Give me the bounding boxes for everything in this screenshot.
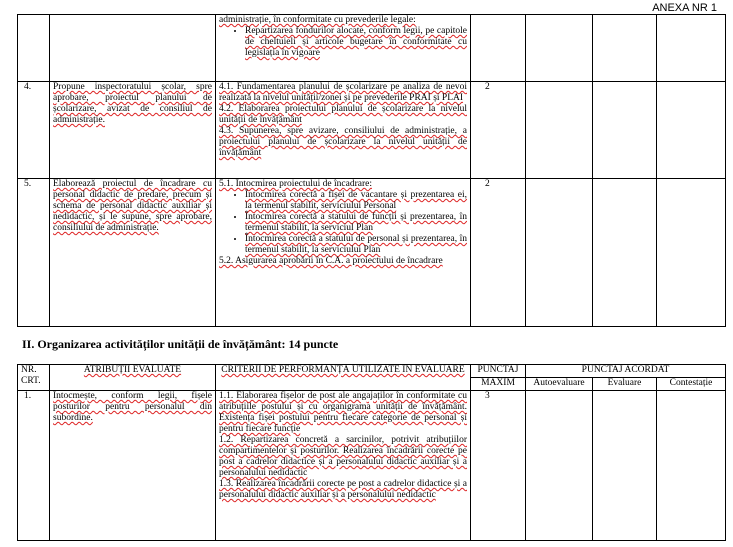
- row-max-score: 3: [471, 391, 526, 541]
- header-autoevaluare: Autoevaluare: [526, 378, 593, 391]
- criteria-line: 1.1. Elaborarea fișelor de post ale angajaților în conformitate cu atribuțiile postului și cu organigrama unității de învățământ. Existența fișei postului pentru fiecare categorie de personal și pentru fiecare funcție: [219, 391, 467, 434]
- row-contest: [657, 15, 726, 82]
- criteria-bullet: • Repartizarea fondurilor alocate, conform legii, pe capitole de cheltuieli și articole bugetare în conformitate cu legislația în vigoare: [245, 26, 467, 59]
- header-evaluare: Evaluare: [593, 378, 657, 391]
- row-criteria: [216, 82, 471, 179]
- row-contest: [657, 179, 726, 327]
- criteria-line: 1.3. Realizarea încadrării corecte pe post a cadrelor didactice și a personalului didactic auxiliar și a personalului nedidactic: [219, 479, 467, 500]
- header-attributes: ATRIBUȚII EVALUATE: [50, 365, 216, 391]
- row-number: 4.: [18, 82, 50, 179]
- row-criteria: [216, 391, 471, 541]
- header-punctaj-acordat: PUNCTAJ ACORDAT: [526, 365, 726, 378]
- row-eval: [593, 179, 657, 327]
- table-row: [18, 179, 726, 327]
- header-maxim: MAXIM: [471, 378, 526, 391]
- criteria-table-section-1: [17, 14, 726, 327]
- table-row: [18, 82, 726, 179]
- row-self-eval: [526, 179, 593, 327]
- row-number: [18, 15, 50, 82]
- row-eval: [593, 15, 657, 82]
- row-self-eval: [526, 82, 593, 179]
- row-criteria: [216, 179, 471, 327]
- row-attribute: [50, 15, 216, 82]
- table-row: [18, 15, 726, 82]
- criteria-line: 4.1. Fundamentarea planului de școlarizare pe analiza de nevoi realizată la nivelul unității/zonei și pe prevederile PRAI și PLAI: [219, 82, 467, 103]
- criteria-line: 5.2. Asigurarea aprobării în C.A. a proiectului de încadrare: [219, 256, 443, 266]
- criteria-table-section-2: [17, 364, 726, 541]
- criteria-line: 5.1. Întocmirea proiectului de încadrare:: [219, 179, 372, 189]
- criteria-bullet: • Întocmirea corectă a fișei de vacantare și prezentarea ei, la termenul stabilit, serviciului Personal: [245, 190, 467, 212]
- row-attribute: Elaborează proiectul de încadrare cu personal didactic de predare, precum și schema de personal didactic auxiliar și nedidactic, și le supune, spre aprobare, consiliului de administrație.: [50, 179, 216, 327]
- table-row: [18, 391, 726, 541]
- row-number: 1.: [18, 391, 50, 541]
- row-eval: [593, 82, 657, 179]
- criteria-line: 4.3. Supunerea, spre avizare, consiliului de administrație, a proiectului planului de școlarizare la nivelul unității de învățământ: [219, 126, 467, 158]
- row-contest: [657, 391, 726, 541]
- criteria-line: administrație, în conformitate cu prevederile legale:: [219, 15, 416, 25]
- section-title: II. Organizarea activităților unității de învățământ: 14 puncte: [22, 337, 339, 351]
- row-number: 5.: [18, 179, 50, 327]
- criteria-bullets: [219, 190, 467, 256]
- row-self-eval: [526, 15, 593, 82]
- row-self-eval: [526, 391, 593, 541]
- row-max-score: 2: [471, 179, 526, 327]
- row-contest: [657, 82, 726, 179]
- header-nr: NR. CRT.: [18, 365, 50, 391]
- row-max-score: 2: [471, 82, 526, 179]
- row-attribute: Propune inspectoratului școlar, spre aprobare, proiectul planului de școlarizare, avizat de consiliul de administrație.: [50, 82, 216, 179]
- annex-label: ANEXA NR 1: [652, 2, 717, 14]
- criteria-bullet: • Întocmirea corectă a statului de funcții și prezentarea, în termenul stabilit, la serviciul Plan: [245, 212, 467, 234]
- criteria-bullet: • Întocmirea corectă a statului de personal și prezentarea, în termenul stabilit, la serviciului Plan: [245, 234, 467, 256]
- header-criteria: CRITERII DE PERFORMANȚĂ UTILIZATE ÎN EVALUARE: [216, 365, 471, 391]
- criteria-line: 4.2. Elaborarea proiectului planului de școlarizare la nivelul unității de învățământ: [219, 104, 467, 125]
- table-header-row: [18, 365, 726, 378]
- header-contestatie: Contestație: [657, 378, 726, 391]
- criteria-bullets: [219, 26, 467, 59]
- criteria-line: 1.2. Repartizarea concretă a sarcinilor, potrivit atribuțiilor compartimentelor și posturilor. Realizarea încadrării corecte pe post a cadrelor didactice și a personalului didactic auxiliar și a personalului nedidactic: [219, 435, 467, 478]
- header-punctaj: PUNCTAJ: [471, 365, 526, 378]
- row-max-score: [471, 15, 526, 82]
- row-eval: [593, 391, 657, 541]
- row-attribute: Întocmește, conform legii, fișele posturilor pentru personalul din subordine.: [50, 391, 216, 541]
- row-criteria: [216, 15, 471, 82]
